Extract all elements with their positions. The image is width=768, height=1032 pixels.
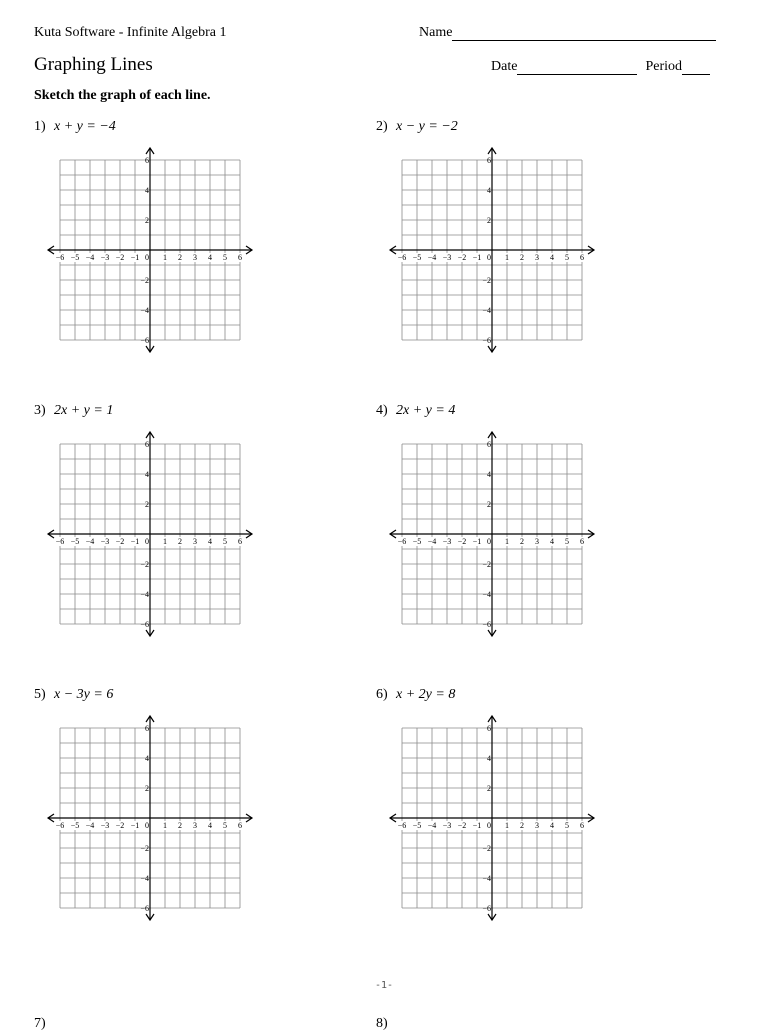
y-tick-label: 2 [487, 216, 491, 225]
y-tick-label: −6 [482, 336, 491, 345]
problem-equation: x − 3y = 6 [54, 687, 114, 702]
x-tick-label: −3 [442, 537, 452, 546]
coordinate-grid[interactable] [40, 703, 270, 933]
x-tick-label: 0 [487, 821, 491, 830]
coordinate-grid[interactable] [40, 135, 270, 365]
x-tick-label: −5 [70, 253, 80, 262]
x-tick-label: −1 [472, 253, 482, 262]
problem-number: 3) [34, 403, 46, 418]
y-tick-label: −2 [482, 844, 491, 853]
y-tick-label: 6 [145, 724, 149, 733]
y-tick-label: −4 [140, 590, 149, 599]
worksheet-title: Graphing Lines [34, 54, 153, 75]
x-tick-label: 3 [535, 537, 539, 546]
x-tick-label: −4 [427, 821, 437, 830]
x-tick-label: 2 [178, 253, 182, 262]
x-tick-label: 6 [580, 821, 584, 830]
x-tick-label: 6 [238, 253, 242, 262]
coordinate-grid[interactable] [40, 419, 270, 649]
y-tick-label: −2 [140, 844, 149, 853]
next-problem-number-cutoff: 7) [34, 1016, 46, 1031]
x-tick-label: −4 [427, 537, 437, 546]
problem-number: 1) [34, 119, 46, 134]
x-tick-label: 2 [520, 537, 524, 546]
x-tick-label: −3 [100, 821, 110, 830]
y-tick-label: −6 [140, 904, 149, 913]
x-tick-label: −5 [70, 821, 80, 830]
problem-6 [376, 687, 696, 927]
page-number: -1- [374, 980, 394, 991]
x-tick-label: −1 [130, 537, 140, 546]
x-tick-label: 6 [238, 821, 242, 830]
x-tick-label: 1 [163, 537, 167, 546]
y-tick-label: −2 [482, 560, 491, 569]
period-blank[interactable] [682, 61, 710, 75]
x-tick-label: 5 [223, 821, 227, 830]
y-tick-label: 2 [145, 500, 149, 509]
x-tick-label: 6 [580, 537, 584, 546]
x-tick-label: −6 [397, 253, 407, 262]
problem-number: 6) [376, 687, 388, 702]
date-label: Date [491, 59, 518, 74]
x-tick-label: −5 [70, 537, 80, 546]
y-tick-label: −4 [140, 306, 149, 315]
problem-equation: 2x + y = 4 [396, 403, 456, 418]
x-tick-label: 3 [193, 253, 197, 262]
x-tick-label: 1 [505, 537, 509, 546]
y-tick-label: 2 [487, 500, 491, 509]
x-tick-label: −2 [115, 537, 125, 546]
y-tick-label: −4 [140, 874, 149, 883]
x-tick-label: −1 [472, 537, 482, 546]
problem-equation: x + 2y = 8 [396, 687, 456, 702]
y-tick-label: 6 [145, 440, 149, 449]
x-tick-label: −4 [85, 253, 95, 262]
coordinate-grid[interactable] [382, 703, 612, 933]
header-publisher: Kuta Software - Infinite Algebra 1 [34, 25, 227, 40]
y-tick-label: 2 [487, 784, 491, 793]
x-tick-label: 4 [550, 253, 554, 262]
instructions: Sketch the graph of each line. [34, 88, 211, 103]
x-tick-label: 1 [163, 821, 167, 830]
y-tick-label: −2 [140, 560, 149, 569]
x-tick-label: −3 [442, 253, 452, 262]
date-blank[interactable] [517, 61, 637, 75]
x-tick-label: −2 [115, 821, 125, 830]
y-tick-label: 6 [487, 724, 491, 733]
problem-equation: 2x + y = 1 [54, 403, 114, 418]
problem-equation: x − y = −2 [396, 119, 458, 134]
x-tick-label: −1 [130, 253, 140, 262]
x-tick-label: −5 [412, 537, 422, 546]
x-tick-label: 5 [565, 253, 569, 262]
name-field [419, 25, 716, 41]
x-tick-label: −2 [457, 821, 467, 830]
y-tick-label: 6 [145, 156, 149, 165]
y-tick-label: 2 [145, 216, 149, 225]
x-tick-label: 3 [193, 537, 197, 546]
x-tick-label: −4 [427, 253, 437, 262]
y-tick-label: 6 [487, 440, 491, 449]
x-tick-label: 4 [208, 253, 212, 262]
x-tick-label: 0 [487, 537, 491, 546]
x-tick-label: −1 [472, 821, 482, 830]
problem-number: 2) [376, 119, 388, 134]
problem-equation: x + y = −4 [54, 119, 116, 134]
x-tick-label: 1 [163, 253, 167, 262]
y-tick-label: −6 [482, 620, 491, 629]
y-tick-label: −2 [140, 276, 149, 285]
x-tick-label: −4 [85, 537, 95, 546]
x-tick-label: −2 [457, 253, 467, 262]
x-tick-label: 0 [487, 253, 491, 262]
x-tick-label: −6 [397, 821, 407, 830]
x-tick-label: −5 [412, 253, 422, 262]
x-tick-label: 5 [565, 821, 569, 830]
x-tick-label: −6 [55, 537, 65, 546]
problem-5 [34, 687, 354, 927]
period-label: Period [645, 59, 682, 74]
x-tick-label: −6 [55, 253, 65, 262]
x-tick-label: 0 [145, 537, 149, 546]
y-tick-label: −4 [482, 590, 491, 599]
x-tick-label: −1 [130, 821, 140, 830]
x-tick-label: 3 [193, 821, 197, 830]
x-tick-label: −3 [100, 253, 110, 262]
y-tick-label: −6 [140, 620, 149, 629]
x-tick-label: 6 [580, 253, 584, 262]
x-tick-label: 2 [520, 821, 524, 830]
name-label: Name [419, 25, 453, 40]
x-tick-label: −5 [412, 821, 422, 830]
y-tick-label: −6 [140, 336, 149, 345]
x-tick-label: 4 [208, 821, 212, 830]
next-problem-number-cutoff: 8) [376, 1016, 388, 1031]
x-tick-label: 6 [238, 537, 242, 546]
x-tick-label: 4 [550, 537, 554, 546]
y-tick-label: 4 [145, 186, 149, 195]
x-tick-label: 4 [550, 821, 554, 830]
y-tick-label: 6 [487, 156, 491, 165]
x-tick-label: 1 [505, 821, 509, 830]
x-tick-label: −2 [115, 253, 125, 262]
y-tick-label: −4 [482, 874, 491, 883]
x-tick-label: 4 [208, 537, 212, 546]
y-tick-label: 4 [145, 470, 149, 479]
x-tick-label: −6 [397, 537, 407, 546]
x-tick-label: 5 [223, 537, 227, 546]
problem-3 [34, 403, 354, 643]
x-tick-label: −6 [55, 821, 65, 830]
x-tick-label: 5 [223, 253, 227, 262]
y-tick-label: 2 [145, 784, 149, 793]
x-tick-label: −3 [442, 821, 452, 830]
x-tick-label: −3 [100, 537, 110, 546]
x-tick-label: 0 [145, 253, 149, 262]
y-tick-label: 4 [145, 754, 149, 763]
y-tick-label: 4 [487, 470, 491, 479]
x-tick-label: −2 [457, 537, 467, 546]
x-tick-label: 1 [505, 253, 509, 262]
x-tick-label: 0 [145, 821, 149, 830]
y-tick-label: −2 [482, 276, 491, 285]
x-tick-label: 2 [178, 821, 182, 830]
x-tick-label: 5 [565, 537, 569, 546]
problem-1 [34, 119, 354, 359]
problem-4 [376, 403, 696, 643]
problem-number: 5) [34, 687, 46, 702]
y-tick-label: −6 [482, 904, 491, 913]
y-tick-label: 4 [487, 754, 491, 763]
problem-2 [376, 119, 696, 359]
problem-number: 4) [376, 403, 388, 418]
x-tick-label: 2 [178, 537, 182, 546]
name-blank[interactable] [452, 27, 716, 41]
x-tick-label: 3 [535, 253, 539, 262]
x-tick-label: −4 [85, 821, 95, 830]
date-period-field [491, 59, 710, 75]
coordinate-grid[interactable] [382, 419, 612, 649]
coordinate-grid[interactable] [382, 135, 612, 365]
y-tick-label: 4 [487, 186, 491, 195]
x-tick-label: 3 [535, 821, 539, 830]
x-tick-label: 2 [520, 253, 524, 262]
y-tick-label: −4 [482, 306, 491, 315]
